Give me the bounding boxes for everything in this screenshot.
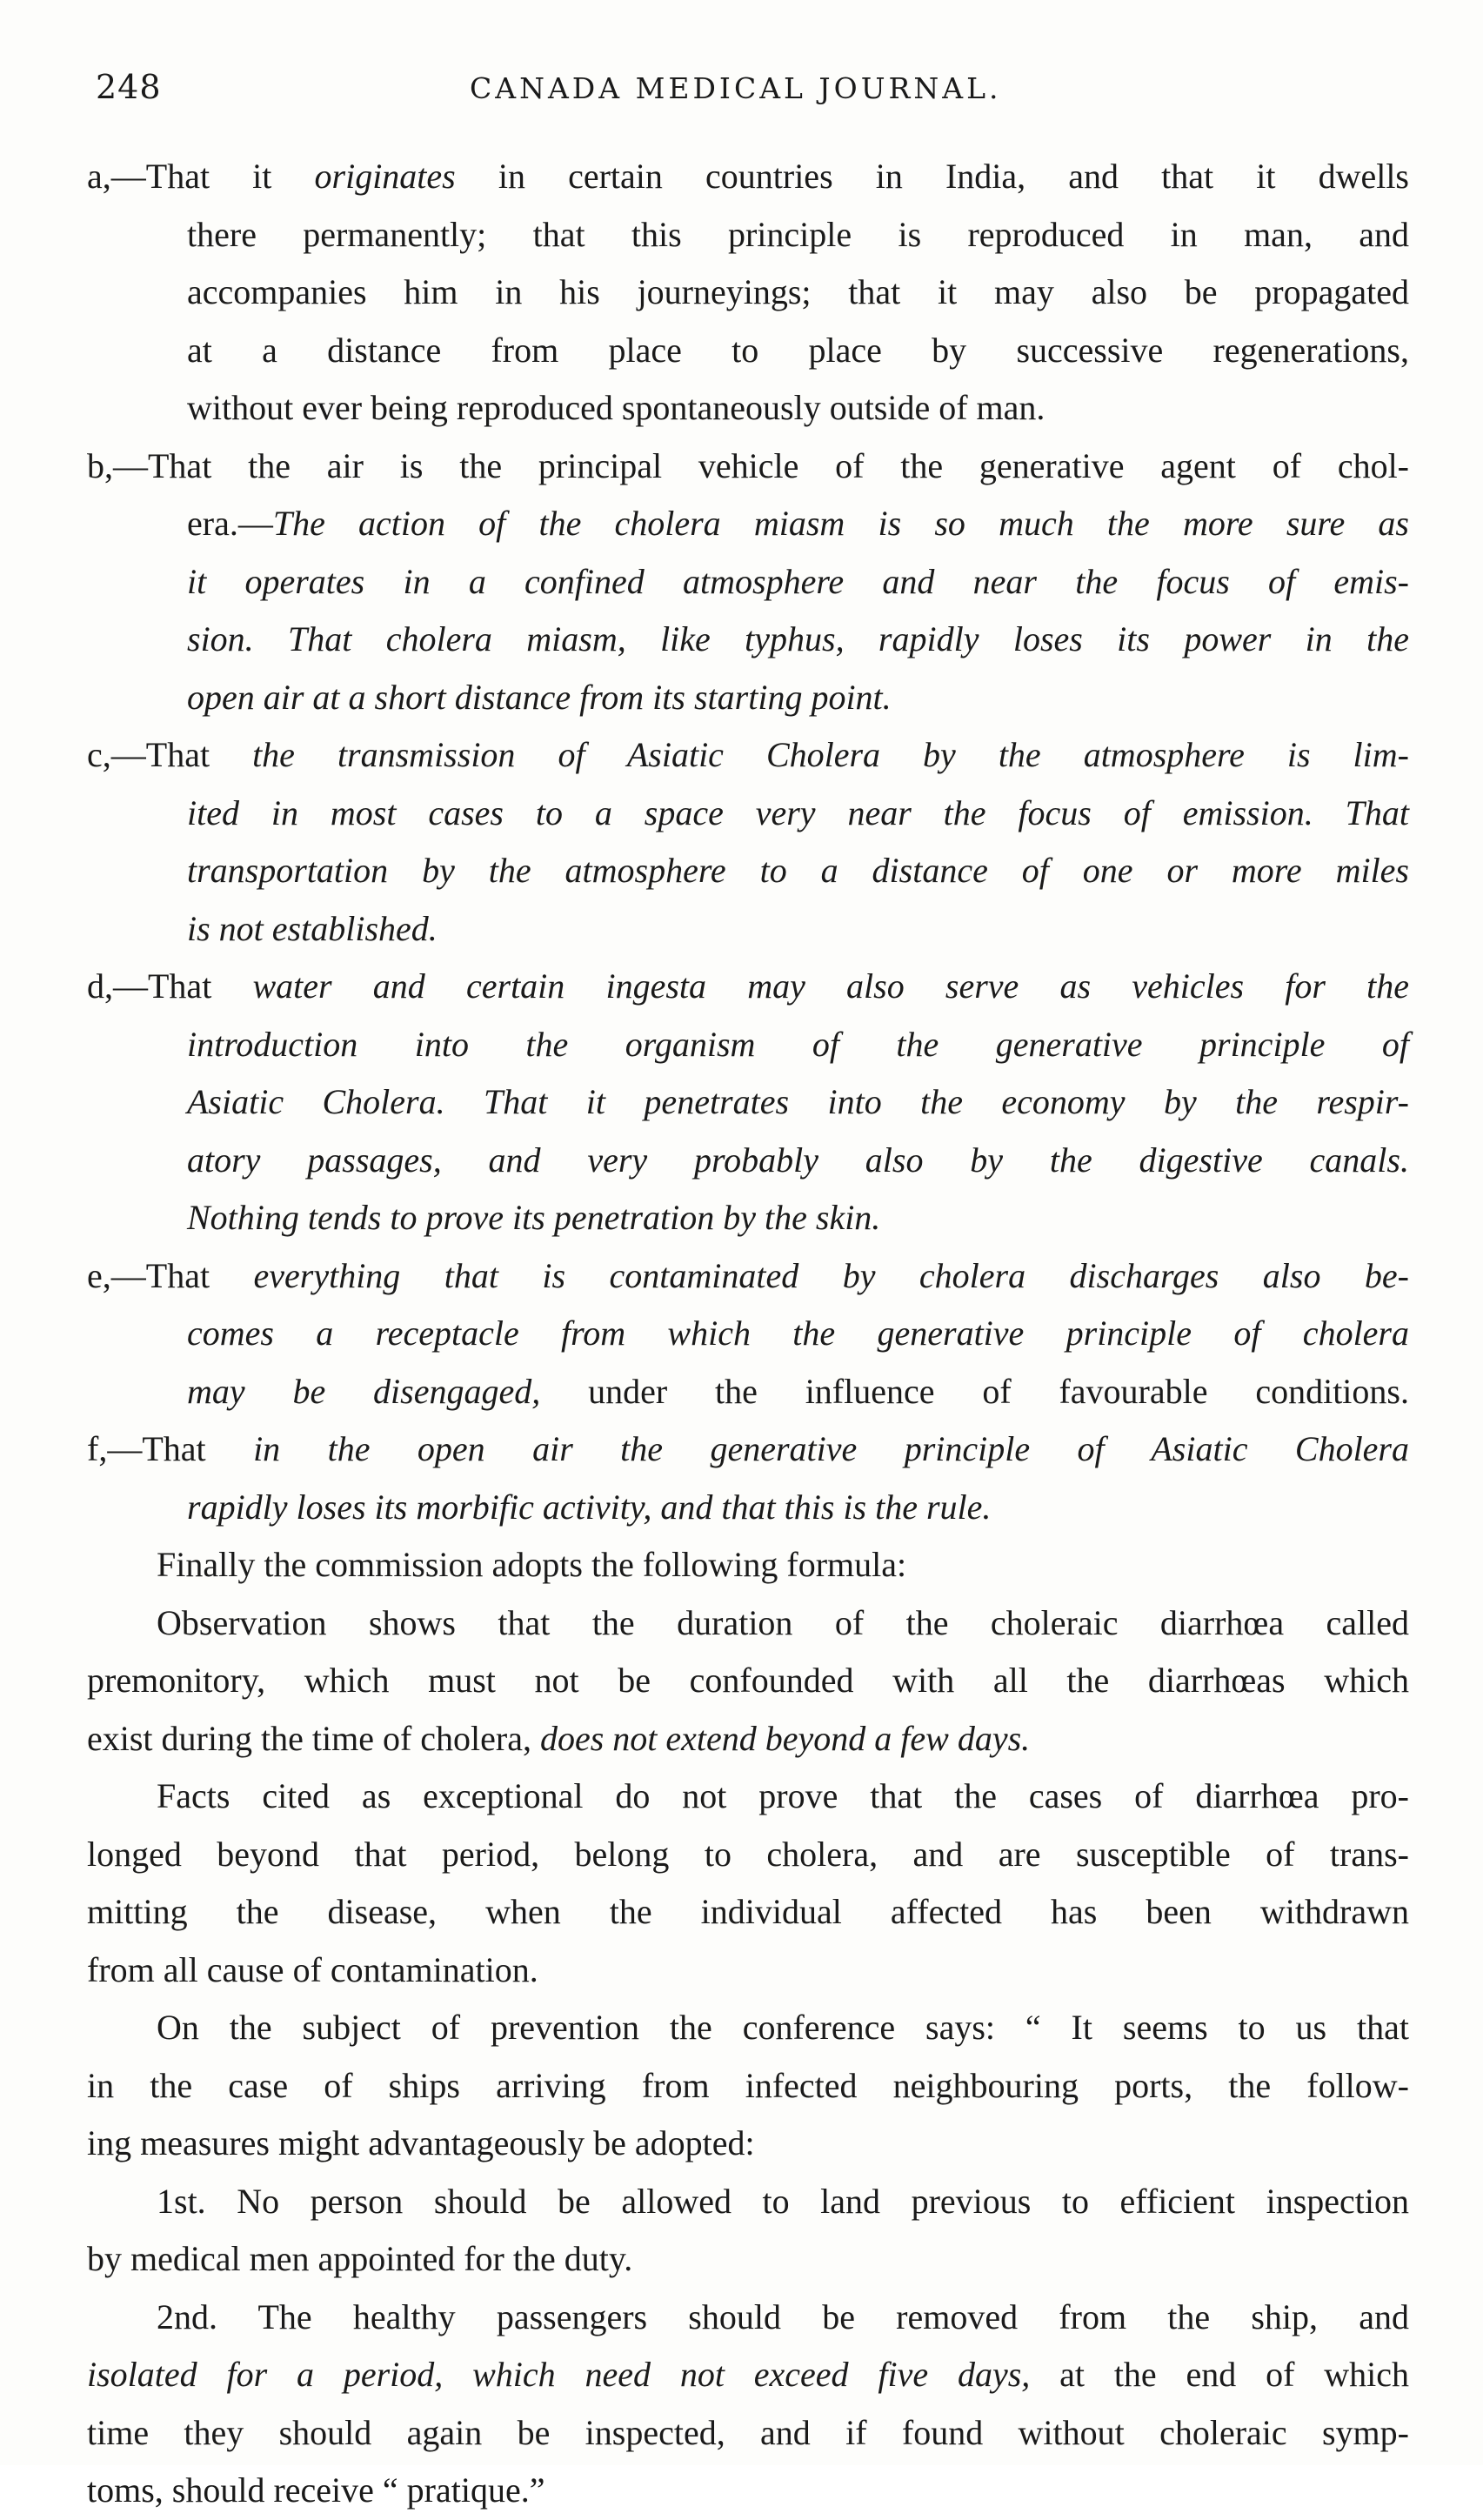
- text-line: [87, 1942, 1409, 2000]
- roman-text: mitting the disease, when the individual affected has been withdrawn: [87, 1892, 1409, 1931]
- roman-text: Finally the commission adopts the following formula:: [157, 1545, 907, 1584]
- roman-text: 2nd. The healthy passengers should be removed from the ship, and: [157, 2296, 1409, 2336]
- italic-text: does not extend beyond a few days.: [539, 1718, 1031, 1758]
- text-line: [87, 2289, 1409, 2347]
- italic-text: everything that is contaminated by cholera discharges also be-: [253, 1255, 1409, 1295]
- roman-text: without ever being reproduced spontaneously outside of man.: [187, 388, 1045, 427]
- roman-text: by medical men appointed for the duty.: [87, 2239, 633, 2278]
- text-line: [87, 1999, 1409, 2057]
- text-line: [87, 900, 1409, 959]
- roman-text: exist during the time of cholera,: [87, 1718, 540, 1758]
- italic-text: ited in most cases to a space very near the focus of emission. That: [187, 792, 1409, 832]
- text-line: [87, 1132, 1409, 1190]
- italic-text: sion. That cholera miasm, like typhus, rapidly loses its power in the: [187, 619, 1409, 658]
- roman-text: a,—That it: [87, 157, 315, 196]
- roman-text: Observation shows that the duration of the choleraic diarrhœa called: [157, 1602, 1409, 1642]
- text-line: [87, 1189, 1409, 1247]
- text-line: [87, 495, 1409, 553]
- roman-text: there permanently; that this principle is reproduced in man, and: [187, 214, 1409, 254]
- italic-text: introduction into the organism of the generative principle of: [187, 1024, 1409, 1064]
- roman-text: from all cause of contamination.: [87, 1949, 538, 1989]
- roman-text: at the end of which: [1030, 2355, 1410, 2394]
- roman-text: time they should again be inspected, and if found without choleraic symp-: [87, 2412, 1409, 2452]
- italic-text: atory passages, and very probably also by the digestive canals.: [187, 1140, 1409, 1180]
- text-line: [87, 726, 1409, 785]
- text-line: [87, 958, 1409, 1016]
- running-title: CANADA MEDICAL JOURNAL.: [470, 71, 1002, 105]
- italic-text: water and certain ingesta may also serve as vehicles for the: [252, 966, 1409, 1006]
- roman-text: On the subject of prevention the conference says: “ It seems to us that: [157, 2008, 1409, 2047]
- text-line: [87, 2346, 1409, 2404]
- text-line: [87, 842, 1409, 900]
- roman-text: in the case of ships arriving from infected neighbouring ports, the follow-: [87, 2065, 1409, 2105]
- text-line: [87, 2230, 1409, 2289]
- text-line: [87, 264, 1409, 322]
- roman-text: in certain countries in India, and that it dwells: [455, 157, 1409, 196]
- text-line: [87, 2404, 1409, 2463]
- italic-text: is not established.: [187, 908, 438, 948]
- roman-text: f,—That: [87, 1429, 254, 1468]
- text-line: [87, 2115, 1409, 2173]
- roman-text: c,—That: [87, 735, 253, 774]
- text-line: [87, 322, 1409, 380]
- text-line: [87, 1305, 1409, 1363]
- text-line: [87, 1247, 1409, 1306]
- roman-text: premonitory, which must not be confounded with all the diarrhœas which: [87, 1661, 1409, 1700]
- text-line: [87, 1016, 1409, 1074]
- text-line: [87, 148, 1409, 206]
- italic-text: in the open air the generative principle of Asiatic Cholera: [253, 1429, 1410, 1468]
- roman-text: accompanies him in his journeyings; that it may also be propagated: [187, 272, 1409, 311]
- text-line: [87, 2057, 1409, 2116]
- roman-text: under the influence of favourable conditions.: [540, 1371, 1409, 1411]
- italic-text: the transmission of Asiatic Cholera by the atmosphere is lim-: [252, 735, 1409, 774]
- italic-text: Asiatic Cholera. That it penetrates into the economy by the respir-: [187, 1082, 1409, 1121]
- italic-text: isolated for a period, which need not exceed five days,: [87, 2355, 1031, 2394]
- text-line: [87, 1710, 1409, 1768]
- text-line: [87, 1420, 1409, 1479]
- text-line: [87, 1536, 1409, 1594]
- roman-text: toms, should receive “ pratique.”: [87, 2470, 545, 2510]
- text-line: [87, 379, 1409, 438]
- text-line: [87, 206, 1409, 264]
- roman-text: ing measures might advantageously be adopted:: [87, 2123, 755, 2162]
- roman-text: b,—That the air is the principal vehicle of the generative agent of chol-: [87, 445, 1409, 485]
- text-line: [87, 1826, 1409, 1884]
- roman-text: e,—That: [87, 1255, 254, 1295]
- page-header: [96, 68, 1400, 120]
- text-line: [87, 1768, 1409, 1826]
- text-line: [87, 669, 1409, 727]
- italic-text: it operates in a confined atmosphere and near the focus of emis-: [187, 561, 1409, 601]
- text-line: [87, 1594, 1409, 1653]
- text-line: [87, 611, 1409, 669]
- text-line: [87, 1883, 1409, 1942]
- roman-text: at a distance from place to place by successive regenerations,: [187, 330, 1409, 370]
- text-line: [87, 2173, 1409, 2231]
- italic-text: may be disengaged,: [187, 1371, 541, 1411]
- text-line: [87, 438, 1409, 496]
- text-line: [87, 553, 1409, 612]
- roman-text: 1st. No person should be allowed to land previous to efficient inspection: [157, 2181, 1409, 2221]
- body-text: [87, 148, 1409, 2520]
- text-line: [87, 1652, 1409, 1710]
- italic-text: Nothing tends to prove its penetration by the skin.: [187, 1198, 881, 1237]
- text-line: [87, 1073, 1409, 1132]
- text-line: [87, 785, 1409, 843]
- italic-text: open air at a short distance from its starting point.: [187, 677, 892, 717]
- page-number: 248: [96, 68, 162, 106]
- text-line: [87, 1479, 1409, 1537]
- italic-text: rapidly loses its morbific activity, and that this is the rule.: [187, 1487, 992, 1527]
- italic-text: originates: [314, 157, 456, 196]
- italic-text: transportation by the atmosphere to a distance of one or more miles: [187, 851, 1409, 890]
- roman-text: Facts cited as exceptional do not prove that the cases of diarrhœa pro-: [157, 1776, 1409, 1815]
- roman-text: longed beyond that period, belong to cholera, and are susceptible of trans-: [87, 1834, 1409, 1874]
- text-line: [87, 1363, 1409, 1421]
- roman-text: d,—That: [87, 966, 253, 1006]
- italic-text: comes a receptacle from which the generative principle of cholera: [187, 1313, 1409, 1353]
- roman-text: era.—: [187, 504, 273, 543]
- text-line: [87, 2462, 1409, 2520]
- italic-text: The action of the cholera miasm is so much the more sure as: [272, 504, 1409, 543]
